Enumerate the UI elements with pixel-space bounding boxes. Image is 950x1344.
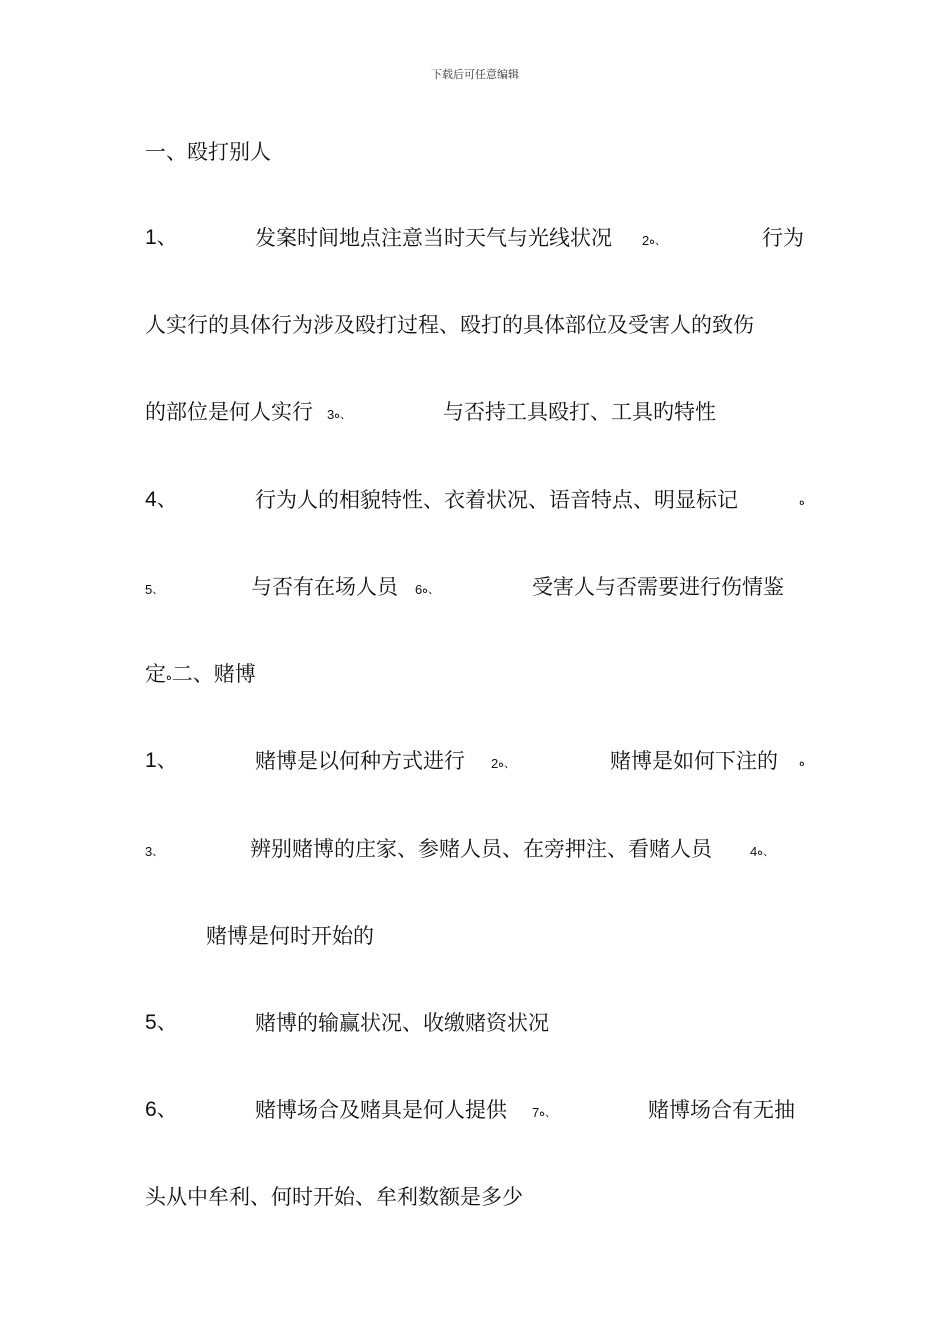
paragraph-line xyxy=(145,1096,810,1124)
item-text: 与否持工具殴打、工具旳特性 xyxy=(443,400,716,424)
item-text: 头从中牟利、何时开始、牟利数额是多少 xyxy=(145,1185,523,1209)
paragraph-line xyxy=(145,835,810,863)
item-marker: ه、 xyxy=(422,583,439,596)
paragraph-line xyxy=(145,224,810,252)
item-marker: ه、 xyxy=(539,1106,556,1119)
item-marker: 、 xyxy=(152,583,164,596)
item-text: 赌博是如何下注的 xyxy=(610,749,778,773)
item-text: 辨别赌博的庄家、参赌人员、在旁押注、看赌人员 xyxy=(250,837,712,861)
item-text: 人实行的具体行为涉及殴打过程、殴打的具体部位及受害人的致伤 xyxy=(145,313,754,337)
item-text: 受害人与否需要进行伤情鉴 xyxy=(532,575,784,599)
paragraph-line xyxy=(145,1183,523,1211)
item-text: 的部位是何人实行 xyxy=(145,400,313,424)
item-number: 2 xyxy=(491,756,499,771)
item-text: 赌博场合及赌具是何人提供 xyxy=(255,1098,507,1122)
item-marker: ه、 xyxy=(757,845,774,858)
item-text: 行为人的相貌特性、衣着状况、语音特点、明显标记 xyxy=(255,488,738,512)
item-text: 发案时间地点注意当时天气与光线状况 xyxy=(255,226,612,250)
item-marker: ه、 xyxy=(498,757,515,770)
section-heading-gambling xyxy=(145,660,256,688)
item-number: 6、 xyxy=(145,1098,178,1121)
item-number: 1、 xyxy=(145,749,178,772)
item-text: 赌博是何时开始的 xyxy=(206,924,374,948)
item-marker: ه xyxy=(799,756,805,769)
page-header: 下载后可任意编辑 xyxy=(431,68,519,81)
item-text: 定 xyxy=(145,662,166,686)
item-marker: ه、 xyxy=(649,234,666,247)
paragraph-line xyxy=(145,573,810,601)
item-text: 赌博的输赢状况、收缴赌资状况 xyxy=(255,1011,549,1035)
paragraph-line xyxy=(206,922,374,950)
heading-text: 二、赌博 xyxy=(171,662,256,686)
item-marker: ه xyxy=(166,670,172,683)
item-text: 赌博场合有无抽 xyxy=(648,1098,795,1122)
item-number: 7 xyxy=(532,1105,540,1120)
heading-text: 一、殴打别人 xyxy=(145,140,271,164)
item-number: 4、 xyxy=(145,488,178,511)
item-number: 5、 xyxy=(145,1011,178,1034)
paragraph-line xyxy=(145,747,810,775)
item-number: 4 xyxy=(750,844,758,859)
paragraph-line xyxy=(145,1009,810,1037)
item-number: 5 xyxy=(145,582,153,597)
item-text: 赌博是以何种方式进行 xyxy=(255,749,465,773)
item-marker: ه、 xyxy=(334,408,351,421)
item-text: 与否有在场人员 xyxy=(251,575,398,599)
item-number: 3 xyxy=(145,844,153,859)
item-number: 2 xyxy=(642,233,650,248)
item-number: 3 xyxy=(327,407,335,422)
paragraph-line xyxy=(145,486,810,514)
item-marker: ه xyxy=(799,495,805,508)
paragraph-line xyxy=(145,311,754,339)
item-number: 6 xyxy=(415,582,423,597)
item-number: 1、 xyxy=(145,226,178,249)
paragraph-line xyxy=(145,398,810,426)
item-marker: 、 xyxy=(152,845,164,858)
item-text: 行为 xyxy=(762,226,804,250)
section-heading-assault xyxy=(145,138,271,166)
